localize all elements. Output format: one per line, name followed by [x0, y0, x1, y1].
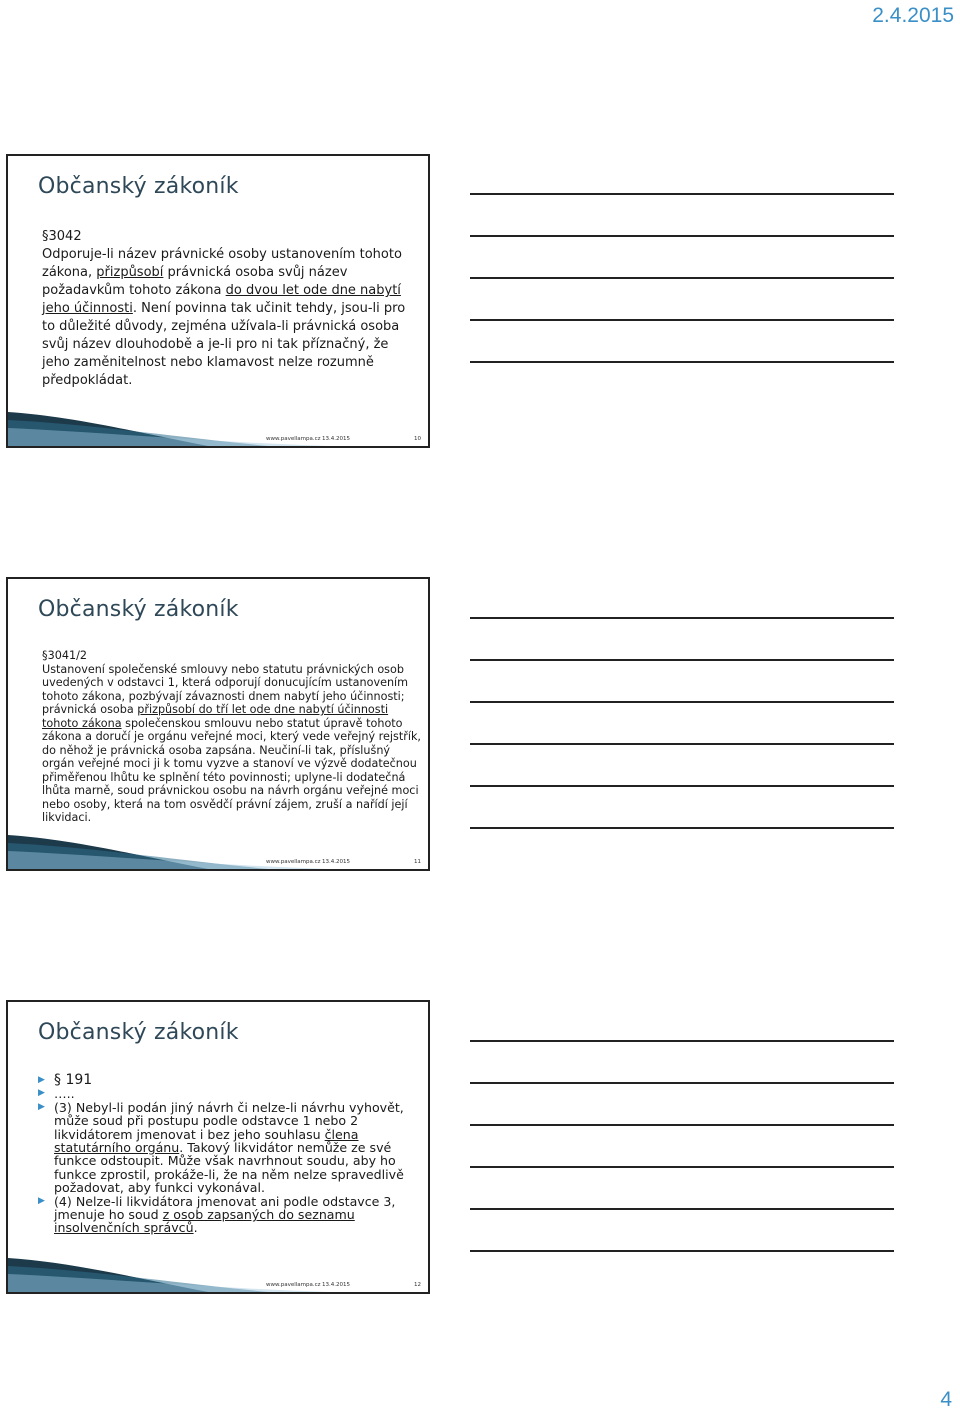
bullet-text	[54, 1195, 416, 1235]
footer-date: 13.4.2015	[322, 859, 350, 865]
slide-11	[6, 577, 430, 871]
note-line	[470, 1082, 894, 1084]
note-line	[470, 743, 894, 745]
page-number: 4	[940, 1388, 952, 1411]
bullet-text-part: . Takový likvidátor nemůže ze své funkce odstoupit. Může však navrhnout soudu, aby ho funkce zprostil, prokáže-li, že na něm nelze spravedlivě požadovat, aby funkci vykonával.	[54, 1140, 404, 1196]
bullet-item	[38, 1074, 416, 1087]
note-line	[470, 1250, 894, 1252]
note-line	[470, 361, 894, 363]
bullet-text: …..	[54, 1086, 75, 1102]
note-line	[470, 1040, 894, 1042]
slide-body	[38, 1074, 416, 1235]
note-line	[470, 1208, 894, 1210]
footer-swoosh-graphic	[8, 1252, 430, 1292]
slide-number: 12	[414, 1282, 421, 1288]
note-line	[470, 827, 894, 829]
note-line	[470, 193, 894, 195]
slide-title: Občanský zákoník	[38, 1020, 239, 1045]
body-text-underlined: přizpůsobí	[96, 265, 164, 280]
note-line	[470, 235, 894, 237]
bullet-triangle-icon: ▶	[38, 1075, 45, 1085]
bullet-text-underlined: z osob zapsaných do seznamu insolvenčních správců	[54, 1207, 355, 1236]
body-text: společenskou smlouvu nebo statut úpravě tohoto zákona a doručí je orgánu veřejné moci, který vede veřejný rejstřík, do něhož je právnická osoba zapsána. Neučiní-li tak, příslušný orgán veřejné moci ji k tomu vyzve a stanoví ve výzvě dodatečnou přiměřenou lhůtu ke splnění této povinnosti; uplyne-li dodatečná lhůta marně, soud právnickou osobu na návrh orgánu veřejné moci nebo osoby, která na tom osvědčí právní zájem, zruší a nařídí její likvidaci.	[42, 716, 421, 824]
bullet-item	[38, 1195, 416, 1235]
bullet-text	[54, 1101, 416, 1195]
section-reference: §3041/2	[42, 649, 87, 662]
note-line	[470, 1124, 894, 1126]
body-text: Ustanovení společenské smlouvy nebo statutu právnických osob uvedených v odstavci 1, která odporují donucujícím ustanovením tohoto zákona, pozbývají závaznosti dnem nabytí jeho účinnosti; právnická osoba	[42, 662, 409, 716]
slide-body	[42, 649, 424, 825]
note-line	[470, 659, 894, 661]
footer-url: www.pavellampa.cz	[266, 859, 321, 865]
body-text: právnická osoba svůj název požadavkům tohoto zákona	[42, 265, 348, 298]
page-date: 2.4.2015	[872, 4, 954, 27]
body-text: . Není povinna tak učinit tehdy, jsou-li pro to důležité důvody, zejména užívala-li právnická osoba svůj název dlouhodobě a je-li pro ni tak příznačný, že jeho zaměnitelnost nebo klamavost nelze rozumně předpokládat.	[42, 301, 406, 388]
footer-swoosh-graphic	[8, 829, 430, 869]
body-text: Odporuje-li název právnické osoby ustanovením tohoto zákona,	[42, 247, 402, 280]
note-line	[470, 617, 894, 619]
slide-title: Občanský zákoník	[38, 597, 239, 622]
slide-number: 11	[414, 859, 421, 865]
slide-10	[6, 154, 430, 448]
footer-url: www.pavellampa.cz	[266, 1282, 321, 1288]
bullet-item	[38, 1101, 416, 1195]
slide-12	[6, 1000, 430, 1294]
note-line	[470, 277, 894, 279]
footer-date: 13.4.2015	[322, 436, 350, 442]
footer-url: www.pavellampa.cz	[266, 436, 321, 442]
slide-body	[42, 228, 420, 390]
bullet-triangle-icon: ▶	[38, 1101, 45, 1112]
note-line	[470, 701, 894, 703]
bullet-text-part: (3) Nebyl-li podán jiný návrh či nelze-li návrhu vyhovět, může soud při postupu podle odstavce 1 nebo 2 likvidátorem jmenovat i bez jeho souhlasu	[54, 1099, 404, 1142]
body-text-underlined: přizpůsobí do tří let ode dne nabytí účinnosti tohoto zákona	[42, 703, 389, 730]
bullet-text-part: (4) Nelze-li likvidátora jmenovat ani podle odstavce 3, jmenuje ho soud	[54, 1193, 396, 1223]
body-text-underlined: do dvou let ode dne nabytí jeho účinnosti	[42, 283, 401, 316]
footer-swoosh-graphic	[8, 406, 430, 446]
note-line	[470, 319, 894, 321]
notes-lines	[470, 193, 894, 403]
bullet-triangle-icon: ▶	[38, 1088, 45, 1099]
bullet-text-part: .	[193, 1220, 198, 1236]
bullet-text: § 191	[54, 1072, 93, 1088]
slide-number: 10	[414, 436, 421, 442]
slide-title: Občanský zákoník	[38, 174, 239, 199]
notes-lines	[470, 1040, 894, 1292]
note-line	[470, 1166, 894, 1168]
bullet-text-underlined: člena statutárního orgánu	[54, 1126, 359, 1156]
bullet-triangle-icon: ▶	[38, 1195, 45, 1206]
notes-lines	[470, 617, 894, 869]
bullet-item	[38, 1087, 416, 1100]
section-reference: §3042	[42, 229, 82, 244]
note-line	[470, 785, 894, 787]
footer-date: 13.4.2015	[322, 1282, 350, 1288]
